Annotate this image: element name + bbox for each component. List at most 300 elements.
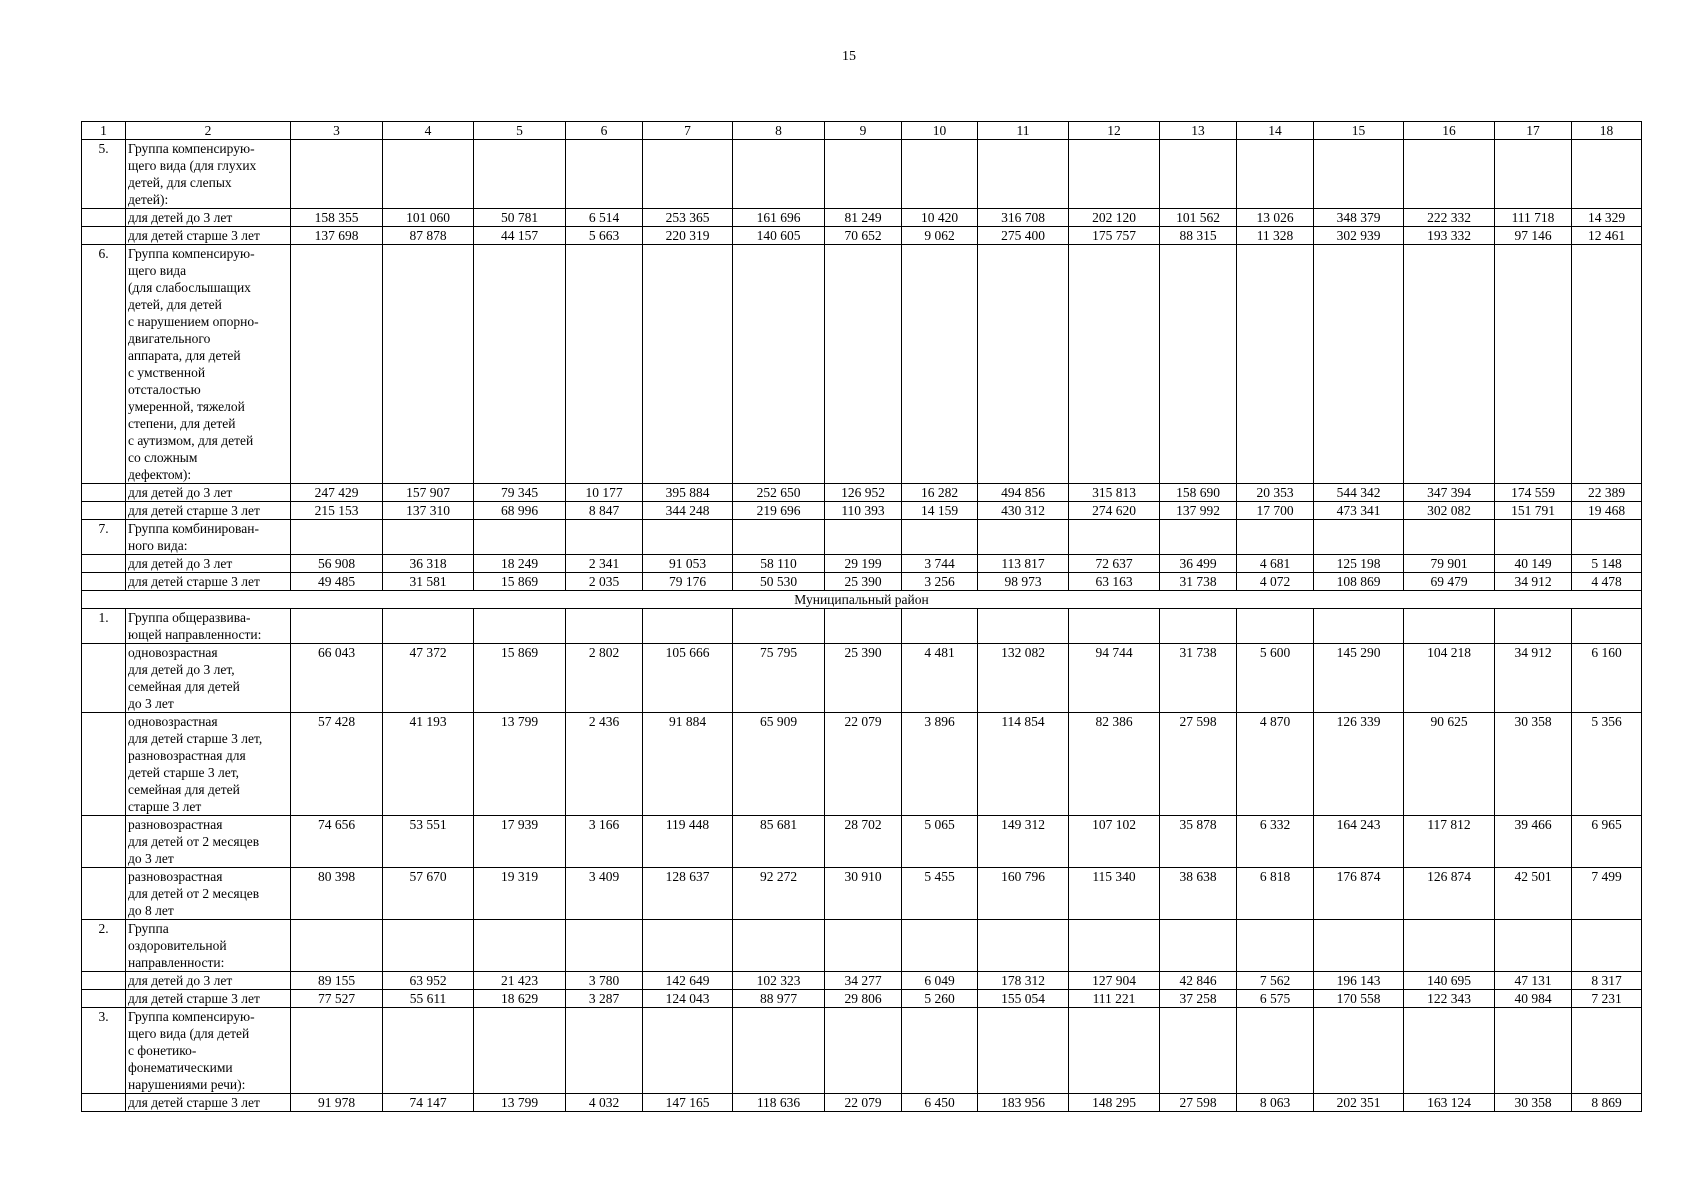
empty-cell xyxy=(1069,1008,1160,1094)
value-cell: 149 312 xyxy=(978,816,1069,868)
label-line: отсталостью xyxy=(128,382,201,397)
empty-cell xyxy=(1237,245,1314,484)
value-cell: 7 231 xyxy=(1572,990,1642,1008)
group-title xyxy=(126,1008,291,1094)
value-cell: 113 817 xyxy=(978,555,1069,573)
label-line: щего вида xyxy=(128,263,187,278)
label-line: для детей до 3 лет, xyxy=(128,662,235,677)
value-cell: 105 666 xyxy=(643,644,733,713)
label-line: аппарата, для детей xyxy=(128,348,241,363)
empty-cell xyxy=(383,140,474,209)
column-number: 9 xyxy=(825,122,902,140)
column-number: 14 xyxy=(1237,122,1314,140)
value-cell: 74 147 xyxy=(383,1094,474,1112)
value-cell: 344 248 xyxy=(643,502,733,520)
empty-cell xyxy=(1572,245,1642,484)
value-cell: 65 909 xyxy=(733,713,825,816)
row-number: 6. xyxy=(82,245,126,484)
empty-cell xyxy=(825,1008,902,1094)
value-cell: 316 708 xyxy=(978,209,1069,227)
empty-cell xyxy=(1069,520,1160,555)
row-number-empty xyxy=(82,713,126,816)
table-row xyxy=(82,816,1642,868)
empty-cell xyxy=(643,520,733,555)
value-cell: 6 965 xyxy=(1572,816,1642,868)
row-label xyxy=(126,816,291,868)
column-number: 5 xyxy=(474,122,566,140)
empty-cell xyxy=(902,609,978,644)
empty-cell xyxy=(1237,140,1314,209)
value-cell: 102 323 xyxy=(733,972,825,990)
value-cell: 4 681 xyxy=(1237,555,1314,573)
value-cell: 55 611 xyxy=(383,990,474,1008)
value-cell: 47 131 xyxy=(1495,972,1572,990)
empty-cell xyxy=(902,920,978,972)
table-row xyxy=(82,990,1642,1008)
empty-cell xyxy=(1495,245,1572,484)
value-cell: 155 054 xyxy=(978,990,1069,1008)
value-cell: 81 249 xyxy=(825,209,902,227)
value-cell: 164 243 xyxy=(1314,816,1404,868)
value-cell: 473 341 xyxy=(1314,502,1404,520)
empty-cell xyxy=(1314,1008,1404,1094)
value-cell: 175 757 xyxy=(1069,227,1160,245)
empty-cell xyxy=(566,520,643,555)
value-cell: 13 799 xyxy=(474,1094,566,1112)
row-number: 2. xyxy=(82,920,126,972)
value-cell: 275 400 xyxy=(978,227,1069,245)
value-cell: 126 952 xyxy=(825,484,902,502)
empty-cell xyxy=(1572,609,1642,644)
label-line: Группа общеразвива- xyxy=(128,610,251,625)
row-label: для детей старше 3 лет xyxy=(126,990,291,1008)
empty-cell xyxy=(643,245,733,484)
empty-cell xyxy=(291,920,383,972)
value-cell: 7 562 xyxy=(1237,972,1314,990)
value-cell: 18 629 xyxy=(474,990,566,1008)
value-cell: 202 120 xyxy=(1069,209,1160,227)
value-cell: 90 625 xyxy=(1404,713,1495,816)
value-cell: 69 479 xyxy=(1404,573,1495,591)
empty-cell xyxy=(1404,245,1495,484)
value-cell: 87 878 xyxy=(383,227,474,245)
column-number: 11 xyxy=(978,122,1069,140)
data-table xyxy=(81,121,1642,1112)
empty-cell xyxy=(1572,1008,1642,1094)
table-row xyxy=(82,502,1642,520)
row-number-empty xyxy=(82,1094,126,1112)
value-cell: 31 738 xyxy=(1160,573,1237,591)
empty-cell xyxy=(383,920,474,972)
value-cell: 17 939 xyxy=(474,816,566,868)
value-cell: 8 317 xyxy=(1572,972,1642,990)
group-row xyxy=(82,245,1642,484)
row-number-empty xyxy=(82,573,126,591)
value-cell: 302 939 xyxy=(1314,227,1404,245)
value-cell: 38 638 xyxy=(1160,868,1237,920)
value-cell: 13 799 xyxy=(474,713,566,816)
value-cell: 40 149 xyxy=(1495,555,1572,573)
value-cell: 14 329 xyxy=(1572,209,1642,227)
value-cell: 79 176 xyxy=(643,573,733,591)
value-cell: 79 345 xyxy=(474,484,566,502)
row-label xyxy=(126,868,291,920)
value-cell: 142 649 xyxy=(643,972,733,990)
value-cell: 11 328 xyxy=(1237,227,1314,245)
value-cell: 8 847 xyxy=(566,502,643,520)
value-cell: 114 854 xyxy=(978,713,1069,816)
value-cell: 107 102 xyxy=(1069,816,1160,868)
empty-cell xyxy=(291,520,383,555)
value-cell: 42 501 xyxy=(1495,868,1572,920)
empty-cell xyxy=(733,245,825,484)
label-line: умеренной, тяжелой xyxy=(128,399,245,414)
value-cell: 126 874 xyxy=(1404,868,1495,920)
row-number-empty xyxy=(82,990,126,1008)
header-row xyxy=(82,122,1642,140)
row-number-empty xyxy=(82,227,126,245)
empty-cell xyxy=(1404,520,1495,555)
value-cell: 430 312 xyxy=(978,502,1069,520)
value-cell: 4 481 xyxy=(902,644,978,713)
empty-cell xyxy=(1314,245,1404,484)
value-cell: 79 901 xyxy=(1404,555,1495,573)
label-line: ющей направленности: xyxy=(128,627,262,642)
value-cell: 2 035 xyxy=(566,573,643,591)
column-number: 8 xyxy=(733,122,825,140)
empty-cell xyxy=(1404,1008,1495,1094)
row-number: 3. xyxy=(82,1008,126,1094)
value-cell: 253 365 xyxy=(643,209,733,227)
value-cell: 80 398 xyxy=(291,868,383,920)
empty-cell xyxy=(566,245,643,484)
value-cell: 8 063 xyxy=(1237,1094,1314,1112)
value-cell: 15 869 xyxy=(474,644,566,713)
value-cell: 117 812 xyxy=(1404,816,1495,868)
value-cell: 19 319 xyxy=(474,868,566,920)
empty-cell xyxy=(733,920,825,972)
value-cell: 174 559 xyxy=(1495,484,1572,502)
value-cell: 5 260 xyxy=(902,990,978,1008)
empty-cell xyxy=(643,920,733,972)
value-cell: 178 312 xyxy=(978,972,1069,990)
value-cell: 15 869 xyxy=(474,573,566,591)
value-cell: 9 062 xyxy=(902,227,978,245)
value-cell: 19 468 xyxy=(1572,502,1642,520)
label-line: степени, для детей xyxy=(128,416,236,431)
empty-cell xyxy=(291,140,383,209)
empty-cell xyxy=(291,1008,383,1094)
value-cell: 36 318 xyxy=(383,555,474,573)
page-number: 15 xyxy=(842,49,856,64)
value-cell: 124 043 xyxy=(643,990,733,1008)
row-label: для детей старше 3 лет xyxy=(126,502,291,520)
value-cell: 91 053 xyxy=(643,555,733,573)
value-cell: 34 912 xyxy=(1495,573,1572,591)
row-label xyxy=(126,644,291,713)
value-cell: 3 896 xyxy=(902,713,978,816)
empty-cell xyxy=(1069,245,1160,484)
value-cell: 252 650 xyxy=(733,484,825,502)
table-row xyxy=(82,555,1642,573)
empty-cell xyxy=(825,920,902,972)
value-cell: 111 718 xyxy=(1495,209,1572,227)
value-cell: 3 256 xyxy=(902,573,978,591)
value-cell: 115 340 xyxy=(1069,868,1160,920)
value-cell: 22 389 xyxy=(1572,484,1642,502)
label-line: фонематическими xyxy=(128,1060,233,1075)
label-line: семейная для детей xyxy=(128,679,240,694)
value-cell: 128 637 xyxy=(643,868,733,920)
empty-cell xyxy=(902,520,978,555)
value-cell: 29 806 xyxy=(825,990,902,1008)
table-row xyxy=(82,868,1642,920)
group-title xyxy=(126,920,291,972)
empty-cell xyxy=(978,520,1069,555)
value-cell: 348 379 xyxy=(1314,209,1404,227)
value-cell: 47 372 xyxy=(383,644,474,713)
value-cell: 88 315 xyxy=(1160,227,1237,245)
value-cell: 302 082 xyxy=(1404,502,1495,520)
empty-cell xyxy=(1572,920,1642,972)
value-cell: 111 221 xyxy=(1069,990,1160,1008)
label-line: Группа компенсирую- xyxy=(128,1009,255,1024)
value-cell: 145 290 xyxy=(1314,644,1404,713)
label-line: до 3 лет xyxy=(128,696,174,711)
empty-cell xyxy=(383,245,474,484)
value-cell: 31 581 xyxy=(383,573,474,591)
empty-cell xyxy=(1495,140,1572,209)
value-cell: 3 287 xyxy=(566,990,643,1008)
label-line: детей): xyxy=(128,192,169,207)
value-cell: 126 339 xyxy=(1314,713,1404,816)
value-cell: 137 698 xyxy=(291,227,383,245)
empty-cell xyxy=(1237,609,1314,644)
label-line: разновозрастная xyxy=(128,869,223,884)
empty-cell xyxy=(978,140,1069,209)
value-cell: 108 869 xyxy=(1314,573,1404,591)
value-cell: 157 907 xyxy=(383,484,474,502)
value-cell: 137 992 xyxy=(1160,502,1237,520)
column-number: 15 xyxy=(1314,122,1404,140)
label-line: ного вида: xyxy=(128,538,188,553)
value-cell: 3 780 xyxy=(566,972,643,990)
empty-cell xyxy=(1572,520,1642,555)
empty-cell xyxy=(825,520,902,555)
label-line: щего вида (для глухих xyxy=(128,158,257,173)
label-line: одновозрастная xyxy=(128,645,218,660)
row-label: для детей до 3 лет xyxy=(126,209,291,227)
value-cell: 34 277 xyxy=(825,972,902,990)
section-title: Муниципальный район xyxy=(82,591,1642,609)
value-cell: 104 218 xyxy=(1404,644,1495,713)
label-line: семейная для детей xyxy=(128,782,240,797)
value-cell: 202 351 xyxy=(1314,1094,1404,1112)
value-cell: 68 996 xyxy=(474,502,566,520)
value-cell: 37 258 xyxy=(1160,990,1237,1008)
empty-cell xyxy=(1069,609,1160,644)
section-row xyxy=(82,591,1642,609)
empty-cell xyxy=(1160,140,1237,209)
table-row xyxy=(82,644,1642,713)
value-cell: 5 455 xyxy=(902,868,978,920)
label-line: старше 3 лет xyxy=(128,799,202,814)
row-label: для детей до 3 лет xyxy=(126,972,291,990)
value-cell: 5 663 xyxy=(566,227,643,245)
value-cell: 58 110 xyxy=(733,555,825,573)
empty-cell xyxy=(643,1008,733,1094)
value-cell: 544 342 xyxy=(1314,484,1404,502)
empty-cell xyxy=(474,1008,566,1094)
value-cell: 70 652 xyxy=(825,227,902,245)
value-cell: 347 394 xyxy=(1404,484,1495,502)
value-cell: 13 026 xyxy=(1237,209,1314,227)
label-line: Группа компенсирую- xyxy=(128,141,255,156)
column-number: 6 xyxy=(566,122,643,140)
value-cell: 16 282 xyxy=(902,484,978,502)
value-cell: 6 514 xyxy=(566,209,643,227)
value-cell: 56 908 xyxy=(291,555,383,573)
value-cell: 163 124 xyxy=(1404,1094,1495,1112)
table-row xyxy=(82,713,1642,816)
column-number: 4 xyxy=(383,122,474,140)
value-cell: 160 796 xyxy=(978,868,1069,920)
value-cell: 247 429 xyxy=(291,484,383,502)
value-cell: 222 332 xyxy=(1404,209,1495,227)
value-cell: 193 332 xyxy=(1404,227,1495,245)
table-row xyxy=(82,972,1642,990)
value-cell: 6 575 xyxy=(1237,990,1314,1008)
empty-cell xyxy=(902,140,978,209)
label-line: (для слабослышащих xyxy=(128,280,251,295)
label-line: Группа компенсирую- xyxy=(128,246,255,261)
value-cell: 176 874 xyxy=(1314,868,1404,920)
value-cell: 49 485 xyxy=(291,573,383,591)
empty-cell xyxy=(1160,520,1237,555)
empty-cell xyxy=(1495,920,1572,972)
value-cell: 3 166 xyxy=(566,816,643,868)
label-line: одновозрастная xyxy=(128,714,218,729)
value-cell: 63 163 xyxy=(1069,573,1160,591)
value-cell: 66 043 xyxy=(291,644,383,713)
value-cell: 18 249 xyxy=(474,555,566,573)
empty-cell xyxy=(383,1008,474,1094)
value-cell: 494 856 xyxy=(978,484,1069,502)
row-number: 7. xyxy=(82,520,126,555)
value-cell: 89 155 xyxy=(291,972,383,990)
value-cell: 31 738 xyxy=(1160,644,1237,713)
value-cell: 30 910 xyxy=(825,868,902,920)
value-cell: 22 079 xyxy=(825,713,902,816)
row-label: для детей до 3 лет xyxy=(126,555,291,573)
empty-cell xyxy=(733,140,825,209)
value-cell: 27 598 xyxy=(1160,713,1237,816)
value-cell: 119 448 xyxy=(643,816,733,868)
row-number: 1. xyxy=(82,609,126,644)
value-cell: 5 600 xyxy=(1237,644,1314,713)
value-cell: 20 353 xyxy=(1237,484,1314,502)
label-line: для детей старше 3 лет, xyxy=(128,731,263,746)
label-line: направленности: xyxy=(128,955,225,970)
value-cell: 25 390 xyxy=(825,644,902,713)
table-row xyxy=(82,1094,1642,1112)
empty-cell xyxy=(1495,1008,1572,1094)
value-cell: 85 681 xyxy=(733,816,825,868)
group-title xyxy=(126,245,291,484)
empty-cell xyxy=(291,245,383,484)
empty-cell xyxy=(474,140,566,209)
value-cell: 395 884 xyxy=(643,484,733,502)
value-cell: 220 319 xyxy=(643,227,733,245)
value-cell: 315 813 xyxy=(1069,484,1160,502)
value-cell: 25 390 xyxy=(825,573,902,591)
row-number: 5. xyxy=(82,140,126,209)
row-label xyxy=(126,713,291,816)
row-label: для детей старше 3 лет xyxy=(126,573,291,591)
label-line: до 3 лет xyxy=(128,851,174,866)
empty-cell xyxy=(978,609,1069,644)
value-cell: 274 620 xyxy=(1069,502,1160,520)
value-cell: 35 878 xyxy=(1160,816,1237,868)
value-cell: 12 461 xyxy=(1572,227,1642,245)
value-cell: 94 744 xyxy=(1069,644,1160,713)
value-cell: 91 978 xyxy=(291,1094,383,1112)
column-number: 13 xyxy=(1160,122,1237,140)
value-cell: 8 869 xyxy=(1572,1094,1642,1112)
label-line: двигательного xyxy=(128,331,211,346)
empty-cell xyxy=(1160,245,1237,484)
column-number: 18 xyxy=(1572,122,1642,140)
empty-cell xyxy=(825,245,902,484)
label-line: с умственной xyxy=(128,365,206,380)
value-cell: 219 696 xyxy=(733,502,825,520)
empty-cell xyxy=(383,609,474,644)
empty-cell xyxy=(1314,520,1404,555)
value-cell: 40 984 xyxy=(1495,990,1572,1008)
empty-cell xyxy=(1069,140,1160,209)
group-row xyxy=(82,520,1642,555)
table-row xyxy=(82,573,1642,591)
empty-cell xyxy=(1572,140,1642,209)
value-cell: 4 478 xyxy=(1572,573,1642,591)
value-cell: 122 343 xyxy=(1404,990,1495,1008)
value-cell: 127 904 xyxy=(1069,972,1160,990)
value-cell: 27 598 xyxy=(1160,1094,1237,1112)
value-cell: 63 952 xyxy=(383,972,474,990)
value-cell: 42 846 xyxy=(1160,972,1237,990)
value-cell: 158 355 xyxy=(291,209,383,227)
column-number: 2 xyxy=(126,122,291,140)
value-cell: 2 802 xyxy=(566,644,643,713)
row-number-empty xyxy=(82,972,126,990)
value-cell: 140 695 xyxy=(1404,972,1495,990)
label-line: с фонетико- xyxy=(128,1043,197,1058)
value-cell: 21 423 xyxy=(474,972,566,990)
value-cell: 6 160 xyxy=(1572,644,1642,713)
table-row xyxy=(82,227,1642,245)
label-line: детей старше 3 лет, xyxy=(128,765,240,780)
label-line: щего вида (для детей xyxy=(128,1026,250,1041)
label-line: до 8 лет xyxy=(128,903,174,918)
empty-cell xyxy=(1404,920,1495,972)
value-cell: 34 912 xyxy=(1495,644,1572,713)
empty-cell xyxy=(1237,520,1314,555)
value-cell: 7 499 xyxy=(1572,868,1642,920)
group-row xyxy=(82,140,1642,209)
empty-cell xyxy=(825,609,902,644)
label-line: для детей от 2 месяцев xyxy=(128,886,260,901)
value-cell: 10 177 xyxy=(566,484,643,502)
